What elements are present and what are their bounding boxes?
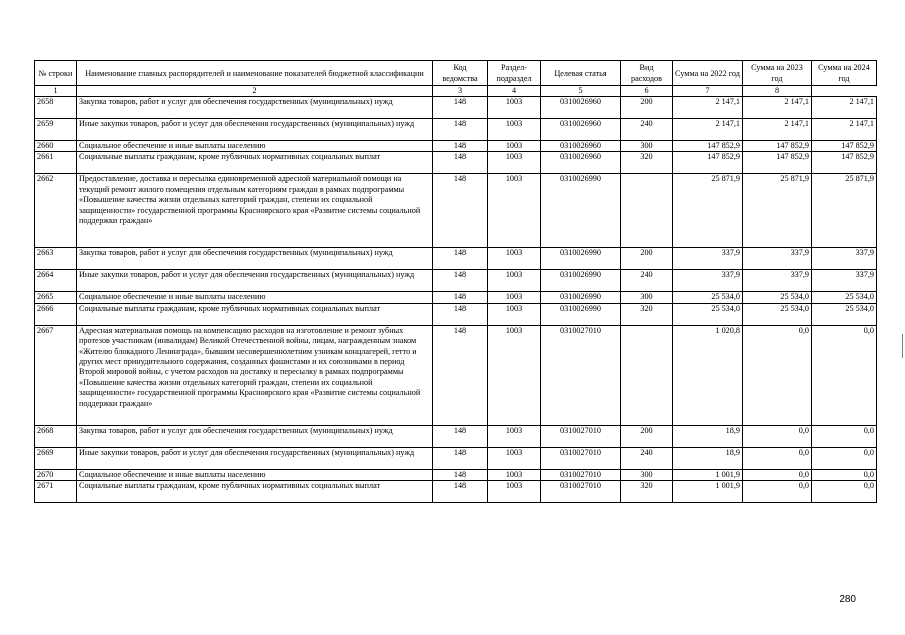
table-row (35, 425, 877, 447)
row-expense-type: 320 (621, 303, 673, 325)
header-row (35, 61, 877, 86)
table-row (35, 174, 877, 248)
row-sum-2022: 18,9 (673, 447, 743, 469)
row-sum-2024: 25 871,9 (812, 174, 877, 248)
row-sum-2024: 0,0 (812, 469, 877, 480)
row-sum-2022: 1 020,8 (673, 325, 743, 425)
page-number: 280 (839, 594, 856, 605)
row-expense-type: 240 (621, 270, 673, 292)
row-sum-2024: 2 147,1 (812, 97, 877, 119)
table-row (35, 152, 877, 174)
row-number: 2660 (35, 141, 77, 152)
table-row (35, 292, 877, 303)
row-number: 2662 (35, 174, 77, 248)
row-number: 2658 (35, 97, 77, 119)
row-dept-code: 148 (433, 248, 488, 270)
header-row-num: № строки (35, 61, 77, 86)
row-dept-code: 148 (433, 425, 488, 447)
row-sum-2022: 25 534,0 (673, 303, 743, 325)
row-sum-2024: 25 534,0 (812, 292, 877, 303)
row-number: 2661 (35, 152, 77, 174)
column-numbers-row (35, 86, 877, 97)
row-sum-2023: 25 534,0 (743, 303, 812, 325)
row-section: 1003 (488, 303, 541, 325)
row-number: 2666 (35, 303, 77, 325)
row-target: 0310026960 (541, 152, 621, 174)
row-sum-2022: 337,9 (673, 270, 743, 292)
row-expense-type (621, 325, 673, 425)
row-sum-2024: 0,0 (812, 425, 877, 447)
row-section: 1003 (488, 325, 541, 425)
row-sum-2024: 0,0 (812, 481, 877, 503)
row-target: 0310026960 (541, 141, 621, 152)
column-number: 1 (35, 86, 77, 97)
row-section: 1003 (488, 174, 541, 248)
row-expense-type: 320 (621, 152, 673, 174)
row-sum-2023: 147 852,9 (743, 141, 812, 152)
table-row (35, 469, 877, 480)
row-target: 0310026990 (541, 248, 621, 270)
row-name: Иные закупки товаров, работ и услуг для обеспечения государственных (муниципальных) нужд (77, 447, 433, 469)
table-row (35, 119, 877, 141)
row-section: 1003 (488, 152, 541, 174)
row-target: 0310027010 (541, 447, 621, 469)
row-dept-code: 148 (433, 174, 488, 248)
row-sum-2024: 0,0 (812, 447, 877, 469)
row-dept-code: 148 (433, 97, 488, 119)
row-expense-type: 320 (621, 481, 673, 503)
row-sum-2022: 1 001,9 (673, 481, 743, 503)
row-sum-2023: 0,0 (743, 447, 812, 469)
row-sum-2023: 2 147,1 (743, 119, 812, 141)
margin-mark (902, 334, 903, 358)
row-expense-type: 240 (621, 119, 673, 141)
row-section: 1003 (488, 248, 541, 270)
row-expense-type: 300 (621, 469, 673, 480)
row-section: 1003 (488, 270, 541, 292)
row-target: 0310027010 (541, 325, 621, 425)
row-section: 1003 (488, 469, 541, 480)
row-section: 1003 (488, 425, 541, 447)
row-target: 0310026990 (541, 292, 621, 303)
row-expense-type (621, 174, 673, 248)
row-name: Иные закупки товаров, работ и услуг для обеспечения государственных (муниципальных) нужд (77, 270, 433, 292)
row-name: Социальное обеспечение и иные выплаты населению (77, 292, 433, 303)
row-dept-code: 148 (433, 469, 488, 480)
column-number: 7 (673, 86, 743, 97)
row-expense-type: 200 (621, 248, 673, 270)
row-section: 1003 (488, 447, 541, 469)
row-target: 0310026990 (541, 303, 621, 325)
row-section: 1003 (488, 97, 541, 119)
row-section: 1003 (488, 119, 541, 141)
row-sum-2023: 0,0 (743, 481, 812, 503)
row-number: 2670 (35, 469, 77, 480)
row-sum-2023: 0,0 (743, 325, 812, 425)
row-sum-2023: 0,0 (743, 469, 812, 480)
row-sum-2022: 25 534,0 (673, 292, 743, 303)
row-dept-code: 148 (433, 141, 488, 152)
row-sum-2024: 25 534,0 (812, 303, 877, 325)
row-dept-code: 148 (433, 119, 488, 141)
row-dept-code: 148 (433, 292, 488, 303)
header-name: Наименование главных распорядителей и наименование показателей бюджетной классификации (77, 61, 433, 86)
row-expense-type: 300 (621, 141, 673, 152)
row-expense-type: 240 (621, 447, 673, 469)
row-name: Социальное обеспечение и иные выплаты населению (77, 469, 433, 480)
table-row (35, 447, 877, 469)
header-dept-code: Код ведомства (433, 61, 488, 86)
row-dept-code: 148 (433, 270, 488, 292)
row-dept-code: 148 (433, 152, 488, 174)
header-expense-type: Вид расходов (621, 61, 673, 86)
column-number: 2 (77, 86, 433, 97)
row-sum-2022: 337,9 (673, 248, 743, 270)
row-dept-code: 148 (433, 481, 488, 503)
row-sum-2023: 25 534,0 (743, 292, 812, 303)
header-sum-2023: Сумма на 2023 год (743, 61, 812, 86)
row-name: Адресная материальная помощь на компенсацию расходов на изготовление и ремонт зубных протезов участникам (инвалидам) Великой Отечественной войны, лицам, награжденным знаком «Жителю блокадного Ленинграда», бывшим несовершеннолетним узникам концлагерей, гетто и других мест принудительного содержания, созданных фашистами и их союзниками в период Второй мировой войны, с учетом расходов на доставку и пересылку в рамках подпрограммы «Повышение качества жизни отдельных категорий граждан, степени их социальной защищенности» государственной программы Красноярского края «Развитие системы социальной поддержки граждан» (77, 325, 433, 425)
row-dept-code: 148 (433, 325, 488, 425)
row-number: 2659 (35, 119, 77, 141)
row-section: 1003 (488, 141, 541, 152)
row-sum-2022: 147 852,9 (673, 141, 743, 152)
row-name: Предоставление, доставка и пересылка единовременной адресной материальной помощи на текущий ремонт жилого помещения отдельным категориям граждан в рамках подпрограммы «Повышение качества жизни отдельных категорий граждан, степени их социальной защищенности» государственной программы Красноярского края «Развитие системы социальной поддержки граждан» (77, 174, 433, 248)
budget-table (34, 60, 877, 503)
row-sum-2023: 147 852,9 (743, 152, 812, 174)
row-sum-2023: 0,0 (743, 425, 812, 447)
row-expense-type: 300 (621, 292, 673, 303)
row-sum-2023: 337,9 (743, 270, 812, 292)
table-row (35, 325, 877, 425)
row-target: 0310027010 (541, 469, 621, 480)
row-sum-2022: 147 852,9 (673, 152, 743, 174)
row-sum-2024: 147 852,9 (812, 141, 877, 152)
column-number: 8 (743, 86, 812, 97)
row-sum-2022: 2 147,1 (673, 97, 743, 119)
row-number: 2664 (35, 270, 77, 292)
row-expense-type: 200 (621, 425, 673, 447)
row-name: Социальные выплаты гражданам, кроме публичных нормативных социальных выплат (77, 481, 433, 503)
row-dept-code: 148 (433, 447, 488, 469)
header-target: Целевая статья (541, 61, 621, 86)
row-name: Закупка товаров, работ и услуг для обеспечения государственных (муниципальных) нужд (77, 97, 433, 119)
header-sum-2022: Сумма на 2022 год (673, 61, 743, 86)
row-sum-2024: 2 147,1 (812, 119, 877, 141)
row-number: 2665 (35, 292, 77, 303)
row-sum-2024: 0,0 (812, 325, 877, 425)
column-number: 5 (541, 86, 621, 97)
row-sum-2022: 25 871,9 (673, 174, 743, 248)
table-row (35, 141, 877, 152)
row-name: Социальные выплаты гражданам, кроме публичных нормативных социальных выплат (77, 152, 433, 174)
row-sum-2024: 147 852,9 (812, 152, 877, 174)
row-name: Социальное обеспечение и иные выплаты населению (77, 141, 433, 152)
table-row (35, 481, 877, 503)
table-row (35, 248, 877, 270)
row-section: 1003 (488, 481, 541, 503)
row-name: Закупка товаров, работ и услуг для обеспечения государственных (муниципальных) нужд (77, 425, 433, 447)
row-name: Социальные выплаты гражданам, кроме публичных нормативных социальных выплат (77, 303, 433, 325)
header-sum-2024: Сумма на 2024 год (812, 61, 877, 86)
row-sum-2024: 337,9 (812, 270, 877, 292)
table-row (35, 303, 877, 325)
row-target: 0310026990 (541, 270, 621, 292)
row-sum-2022: 2 147,1 (673, 119, 743, 141)
row-number: 2669 (35, 447, 77, 469)
row-number: 2671 (35, 481, 77, 503)
row-sum-2022: 18,9 (673, 425, 743, 447)
row-section: 1003 (488, 292, 541, 303)
row-sum-2023: 337,9 (743, 248, 812, 270)
row-target: 0310027010 (541, 425, 621, 447)
row-expense-type: 200 (621, 97, 673, 119)
column-number: 3 (433, 86, 488, 97)
row-sum-2022: 1 001,9 (673, 469, 743, 480)
row-number: 2667 (35, 325, 77, 425)
table-row (35, 270, 877, 292)
column-number: 4 (488, 86, 541, 97)
header-section: Раздел-подраздел (488, 61, 541, 86)
row-number: 2668 (35, 425, 77, 447)
row-dept-code: 148 (433, 303, 488, 325)
row-name: Закупка товаров, работ и услуг для обеспечения государственных (муниципальных) нужд (77, 248, 433, 270)
row-target: 0310026960 (541, 97, 621, 119)
row-sum-2023: 25 871,9 (743, 174, 812, 248)
row-sum-2023: 2 147,1 (743, 97, 812, 119)
row-target: 0310026990 (541, 174, 621, 248)
row-sum-2024: 337,9 (812, 248, 877, 270)
row-name: Иные закупки товаров, работ и услуг для обеспечения государственных (муниципальных) нужд (77, 119, 433, 141)
column-number: 6 (621, 86, 673, 97)
table-row (35, 97, 877, 119)
row-number: 2663 (35, 248, 77, 270)
row-target: 0310026960 (541, 119, 621, 141)
row-target: 0310027010 (541, 481, 621, 503)
